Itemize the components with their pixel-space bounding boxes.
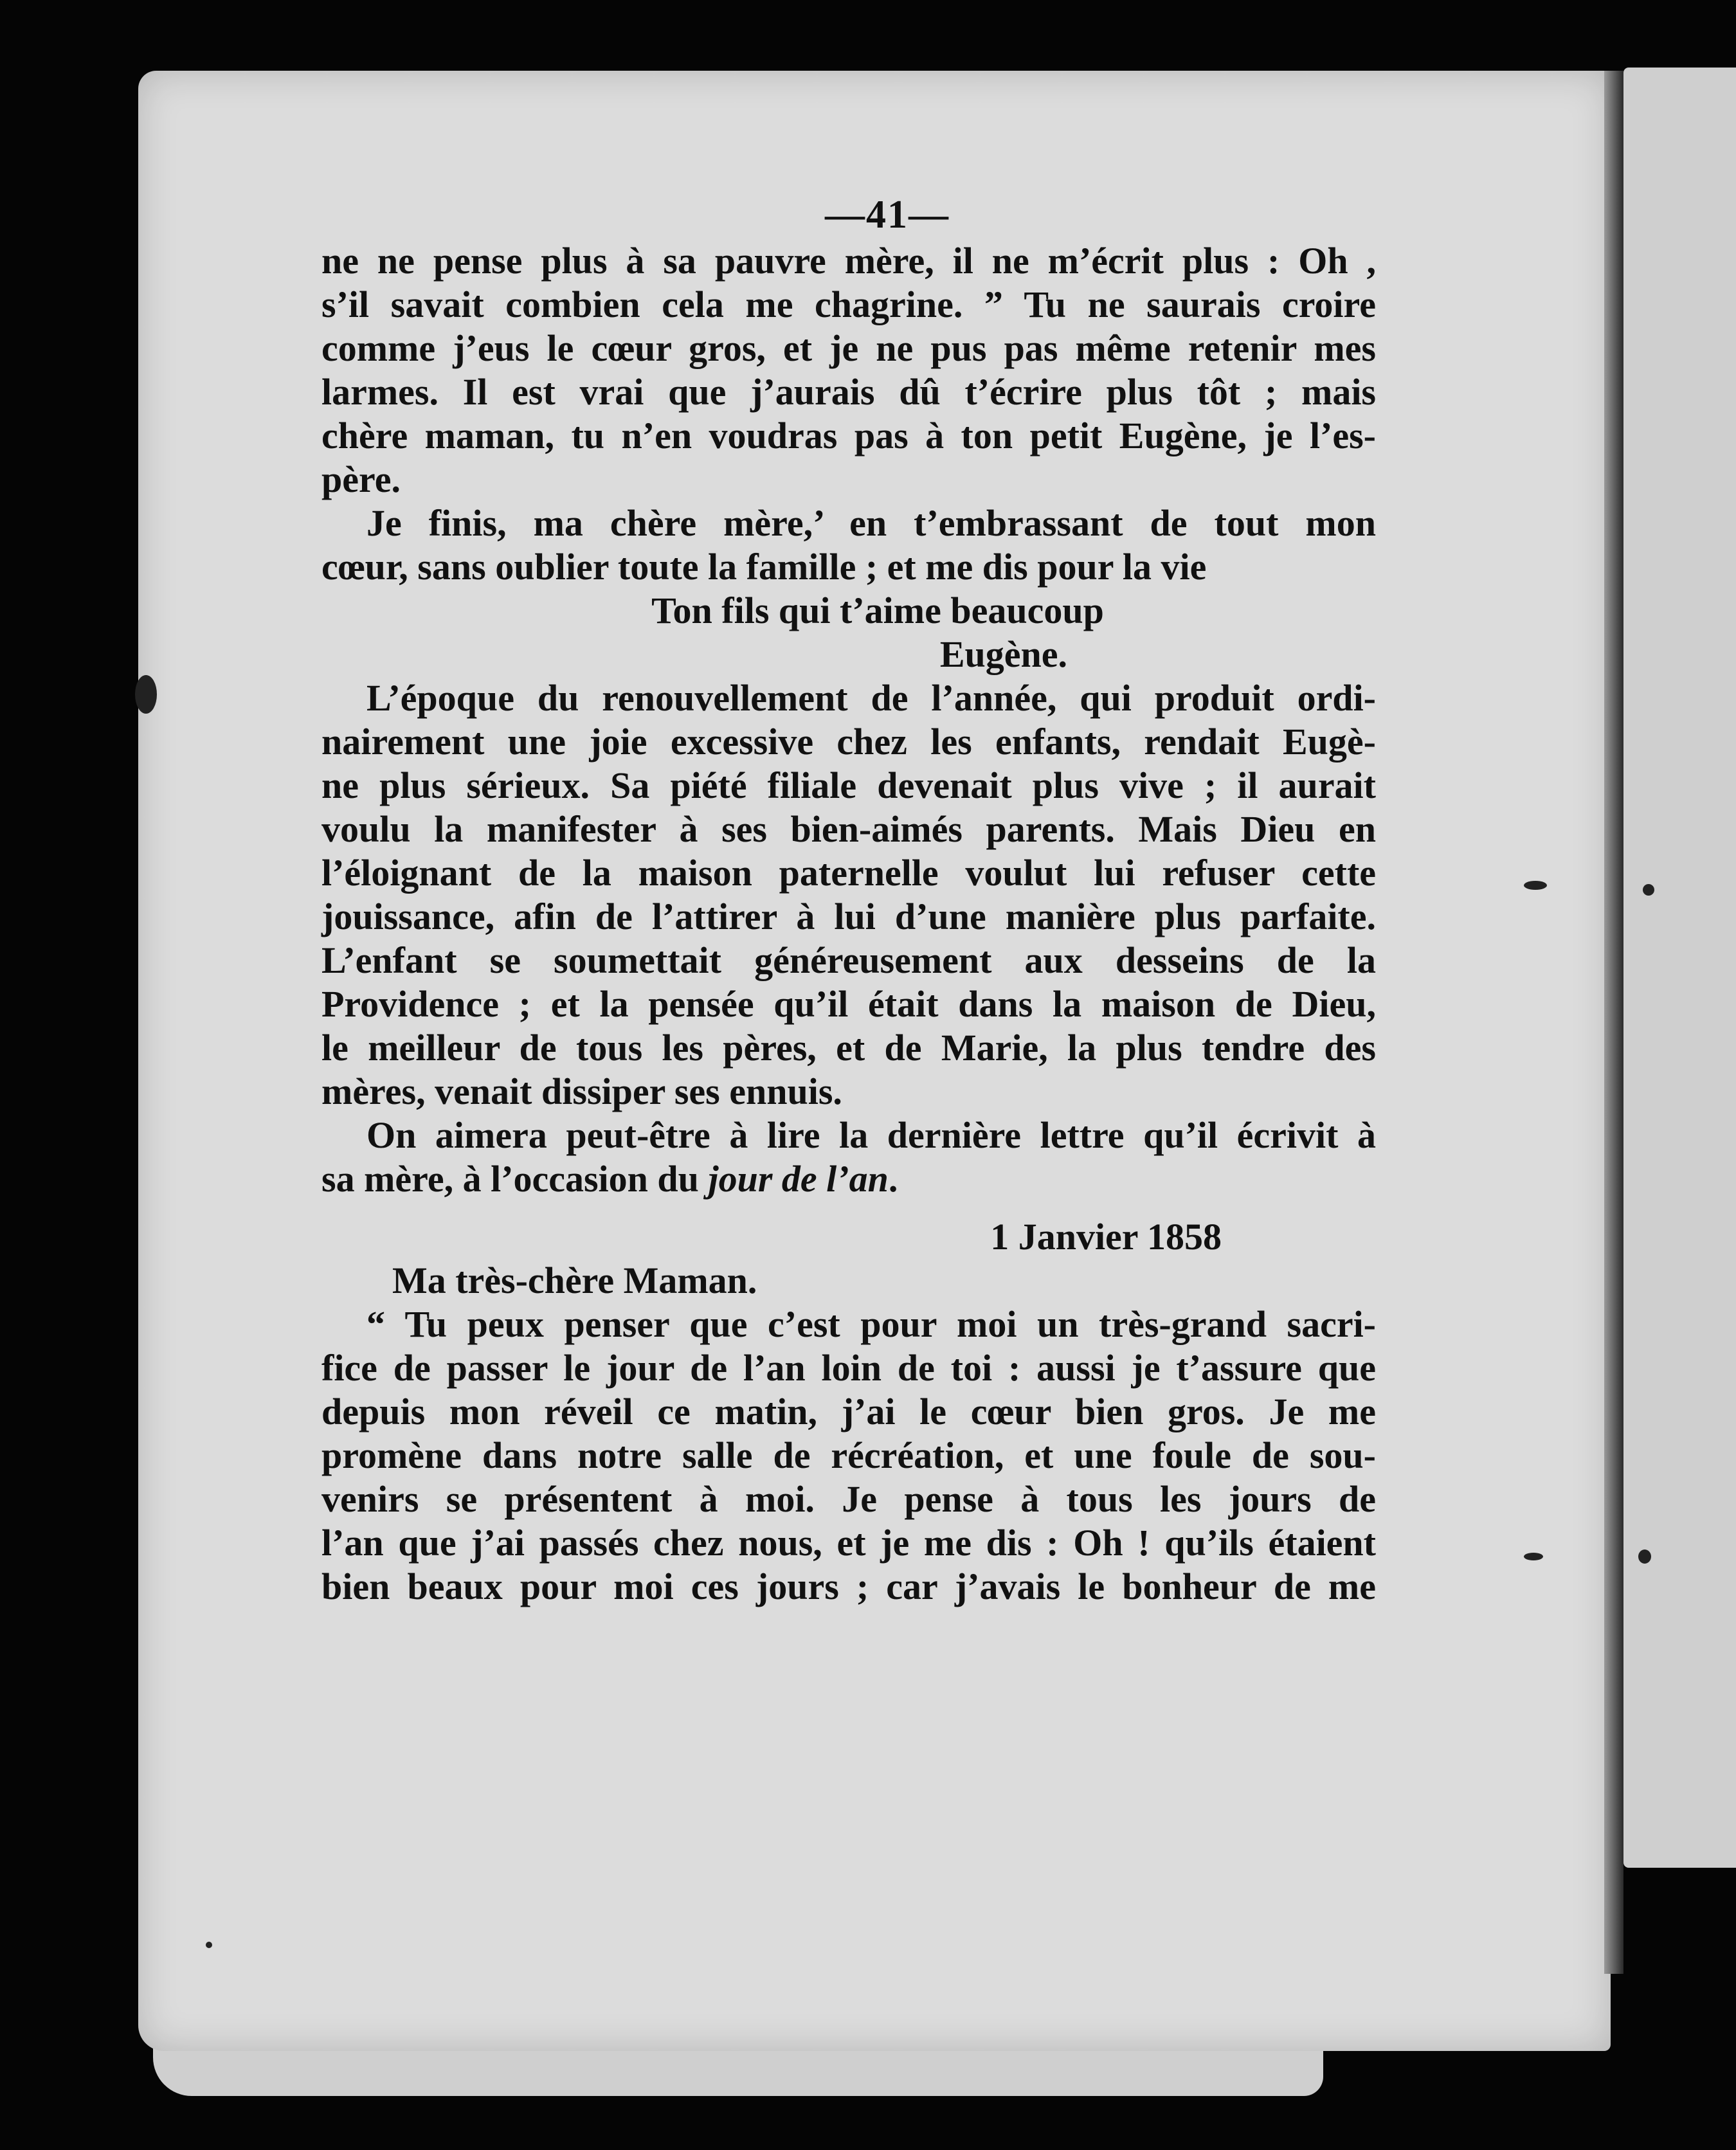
text-line: promène dans notre salle de récréation, et une foule de sou- <box>321 1434 1376 1476</box>
text-line: Je finis, ma chère mère,’ en t’embrassant de tout mon <box>366 502 1376 544</box>
letter-lines <box>321 1303 1376 1609</box>
text-line: voulu la manifester à ses bien-aimés parents. Mais Dieu en <box>321 808 1376 850</box>
text-line: “ Tu peux penser que c’est pour moi un très-grand sacri- <box>366 1303 1376 1345</box>
ink-mark <box>135 675 157 714</box>
text-line: jouissance, afin de l’attirer à lui d’une manière plus parfaite. <box>321 896 1376 937</box>
letter-date: 1 Janvier 1858 <box>990 1216 1222 1258</box>
ink-mark <box>1524 1553 1543 1560</box>
page-text <box>321 193 1376 1609</box>
page-number: —41— <box>825 193 950 237</box>
text-line: L’époque du renouvellement de l’année, qui produit ordi- <box>366 677 1376 719</box>
text-line: chère maman, tu n’en voudras pas à ton petit Eugène, je l’es- <box>321 415 1376 456</box>
letter-salutation: Ma très-chère Maman. <box>392 1260 757 1301</box>
text-line: nairement une joie excessive chez les enfants, rendait Eugè- <box>321 721 1376 763</box>
text-line: On aimera peut-être à lire la dernière lettre qu’il écrivit à <box>366 1114 1376 1156</box>
text-line: cœur, sans oublier toute la famille ; et me dis pour la vie <box>321 546 1207 588</box>
ink-mark <box>1643 884 1654 896</box>
text-line: fice de passer le jour de l’an loin de toi : aussi je t’assure que <box>321 1347 1376 1389</box>
ink-mark <box>206 1942 212 1948</box>
text-line: ne plus sérieux. Sa piété filiale devenait plus vive ; il aurait <box>321 764 1376 806</box>
text-line: bien beaux pour moi ces jours ; car j’avais le bonheur de me <box>321 1566 1376 1607</box>
text-line: père. <box>321 458 401 500</box>
text-line: venirs se présentent à moi. Je pense à tous les jours de <box>321 1478 1376 1520</box>
gutter-shadow <box>1604 71 1623 1974</box>
ink-mark <box>1638 1549 1651 1564</box>
text-line: Providence ; et la pensée qu’il était dans la maison de Dieu, <box>321 983 1376 1025</box>
narrative-lines <box>321 239 1376 1157</box>
text-line: comme j’eus le cœur gros, et je ne pus pas même retenir mes <box>321 327 1376 369</box>
occasion-text: sa mère, à l’occasion du <box>321 1158 709 1200</box>
text-line: Ton fils qui t’aime beaucoup <box>651 590 1104 631</box>
ink-mark <box>1524 881 1547 890</box>
occasion-line <box>321 1157 1376 1201</box>
occasion-italic: jour de l’an <box>708 1158 889 1200</box>
text-line: Eugène. <box>939 633 1067 675</box>
facing-page-edge <box>1623 68 1736 1868</box>
text-line: l’éloignant de la maison paternelle voulut lui refuser cette <box>321 852 1376 894</box>
text-line: depuis mon réveil ce matin, j’ai le cœur bien gros. Je me <box>321 1391 1376 1432</box>
text-line: larmes. Il est vrai que j’aurais dû t’écrire plus tôt ; mais <box>321 371 1376 413</box>
text-line: l’an que j’ai passés chez nous, et je me dis : Oh ! qu’ils étaient <box>321 1522 1376 1564</box>
occasion-end: . <box>888 1158 898 1200</box>
text-line: le meilleur de tous les pères, et de Marie, la plus tendre des <box>321 1027 1376 1069</box>
text-line: L’enfant se soumettait généreusement aux desseins de la <box>321 939 1376 981</box>
text-line: ne ne pense plus à sa pauvre mère, il ne m’écrit plus : Oh , <box>321 240 1376 282</box>
text-line: s’il savait combien cela me chagrine. ” Tu ne saurais croire <box>321 284 1376 325</box>
text-line: mères, venait dissiper ses ennuis. <box>321 1070 842 1112</box>
